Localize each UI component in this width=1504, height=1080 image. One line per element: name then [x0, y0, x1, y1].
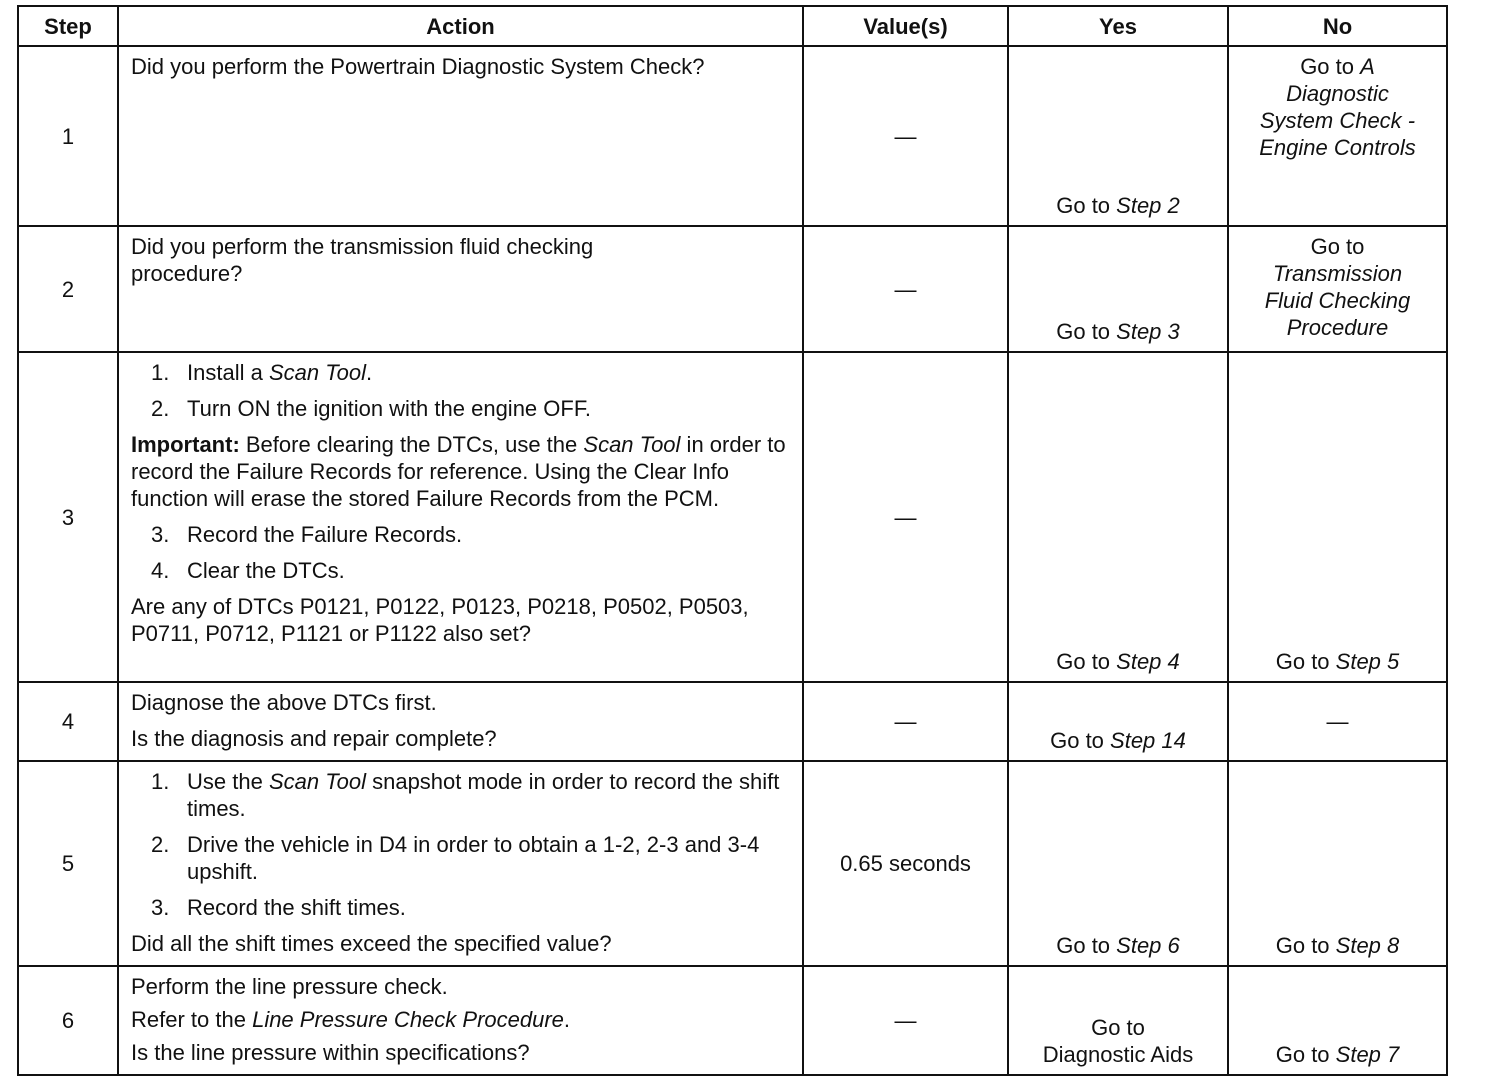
question-text: Is the line pressure within specifications?	[131, 1040, 530, 1065]
step-number: 3	[18, 352, 118, 682]
action-text-line-1: Perform the line pressure check.	[131, 974, 448, 999]
step-number: 6	[18, 966, 118, 1075]
header-action: Action	[118, 6, 803, 46]
no-cell	[1228, 966, 1447, 1075]
step-number: 2	[18, 226, 118, 352]
list-number: 1.	[151, 769, 170, 794]
no-prefix: Go to	[1310, 234, 1365, 259]
value-cell: —	[803, 46, 1008, 226]
no-step-link[interactable]: Step 5	[1335, 649, 1400, 674]
yes-step-link[interactable]: Step 14	[1110, 728, 1186, 753]
no-cell	[1228, 352, 1447, 682]
list-number: 3.	[151, 522, 170, 547]
list-number: 2.	[151, 396, 170, 421]
action-cell	[118, 46, 803, 226]
yes-prefix: Go to	[1056, 193, 1117, 218]
question-text: Are any of DTCs P0121, P0122, P0123, P0218, P0502, P0503, P0711, P0712, P1121 or P1122 also set?	[131, 594, 749, 646]
list-text: Turn ON the ignition with the engine OFF.	[187, 396, 591, 421]
list-item	[131, 768, 792, 822]
action-cell	[118, 966, 803, 1075]
list-text: Record the Failure Records.	[187, 522, 463, 547]
important-text: Before clearing the DTCs, use the	[239, 432, 584, 457]
yes-cell	[1008, 226, 1228, 352]
list-item	[131, 894, 792, 921]
no-link-part-4[interactable]: Engine Controls	[1259, 135, 1416, 160]
no-prefix: Go to	[1300, 54, 1361, 79]
no-prefix: Go to	[1275, 649, 1336, 674]
table-row-step-6	[18, 966, 1447, 1075]
action-text-line-2	[131, 1006, 792, 1033]
yes-cell	[1008, 46, 1228, 226]
procedure-link[interactable]: Line Pressure Check Procedure	[252, 1007, 564, 1032]
no-link-part-1[interactable]: Transmission	[1272, 261, 1403, 286]
table-row-step-3	[18, 352, 1447, 682]
list-item	[131, 395, 792, 422]
yes-step-link[interactable]: Step 4	[1116, 649, 1180, 674]
action-cell	[118, 352, 803, 682]
list-item	[131, 557, 792, 584]
header-values: Value(s)	[803, 6, 1008, 46]
step-number: 5	[18, 761, 118, 966]
diagnostic-aids-link[interactable]: Diagnostic Aids	[1042, 1042, 1194, 1067]
table-row-step-4	[18, 682, 1447, 761]
list-text: Clear the DTCs.	[187, 558, 345, 583]
list-number: 2.	[151, 832, 170, 857]
header-yes: Yes	[1008, 6, 1228, 46]
yes-prefix: Go to	[1056, 319, 1117, 344]
yes-step-link[interactable]: Step 3	[1116, 319, 1180, 344]
list-text: Drive the vehicle in D4 in order to obtain a 1-2, 2-3 and 3-4 upshift.	[187, 832, 760, 884]
important-label: Important:	[131, 432, 240, 457]
no-link-part-2[interactable]: Diagnostic	[1286, 81, 1389, 106]
action-text-line-1: Diagnose the above DTCs first.	[131, 690, 437, 715]
refer-text-end: .	[563, 1007, 571, 1032]
value-cell: —	[803, 352, 1008, 682]
list-text-end: .	[365, 360, 373, 385]
no-link-part-2[interactable]: Fluid Checking	[1264, 288, 1411, 313]
table-row-step-1	[18, 46, 1447, 226]
table-row-step-5	[18, 761, 1447, 966]
value-cell: —	[803, 226, 1008, 352]
no-step-link[interactable]: Step 7	[1335, 1042, 1400, 1067]
question-text: Is the diagnosis and repair complete?	[131, 726, 497, 751]
yes-cell	[1008, 966, 1228, 1075]
list-number: 4.	[151, 558, 170, 583]
diagnostic-table	[17, 5, 1448, 1076]
important-note	[131, 431, 792, 512]
yes-cell	[1008, 352, 1228, 682]
list-text: Record the shift times.	[187, 895, 406, 920]
list-number: 3.	[151, 895, 170, 920]
no-prefix: Go to	[1275, 933, 1336, 958]
yes-step-link[interactable]: Step 6	[1116, 933, 1180, 958]
yes-cell	[1008, 682, 1228, 761]
action-cell	[118, 761, 803, 966]
scan-tool-ref: Scan Tool	[268, 769, 366, 794]
action-text: Did you perform the Powertrain Diagnostic System Check?	[131, 54, 705, 79]
yes-prefix: Go to	[1056, 649, 1117, 674]
action-cell	[118, 682, 803, 761]
header-step: Step	[18, 6, 118, 46]
scan-tool-ref: Scan Tool	[583, 432, 681, 457]
list-item	[131, 359, 792, 386]
question-text: Did all the shift times exceed the specified value?	[131, 931, 612, 956]
action-text-line-2: procedure?	[131, 261, 243, 286]
no-prefix: Go to	[1275, 1042, 1336, 1067]
step-number: 1	[18, 46, 118, 226]
important-text-end: in order to record the Failure Records for reference. Using the Clear Info function will erase the stored Failure Records from the PCM.	[131, 432, 786, 511]
list-text: Use the	[187, 769, 269, 794]
list-number: 1.	[151, 360, 170, 385]
no-step-link[interactable]: Step 8	[1335, 933, 1400, 958]
value-cell: —	[803, 966, 1008, 1075]
no-cell	[1228, 46, 1447, 226]
action-text-line-1: Did you perform the transmission fluid checking	[131, 234, 594, 259]
list-text-end: snapshot mode in order to record the shift times.	[187, 769, 780, 821]
header-row	[18, 6, 1447, 46]
no-cell: —	[1228, 682, 1447, 761]
header-no: No	[1228, 6, 1447, 46]
yes-prefix: Go to	[1056, 933, 1117, 958]
no-cell	[1228, 226, 1447, 352]
step-number: 4	[18, 682, 118, 761]
table-row-step-2	[18, 226, 1447, 352]
yes-prefix: Go to	[1050, 728, 1111, 753]
scan-tool-ref: Scan Tool	[268, 360, 366, 385]
list-item	[131, 521, 792, 548]
yes-prefix: Go to	[1091, 1015, 1145, 1040]
no-cell	[1228, 761, 1447, 966]
action-cell	[118, 226, 803, 352]
value-cell: 0.65 seconds	[803, 761, 1008, 966]
no-link-part-1[interactable]: A	[1360, 54, 1375, 79]
refer-text: Refer to the	[131, 1007, 253, 1032]
no-link-part-3[interactable]: System Check -	[1259, 108, 1416, 133]
yes-step-link[interactable]: Step 2	[1116, 193, 1180, 218]
list-item	[131, 831, 792, 885]
list-text: Install a	[187, 360, 269, 385]
yes-cell	[1008, 761, 1228, 966]
value-cell: —	[803, 682, 1008, 761]
no-link-part-3[interactable]: Procedure	[1286, 315, 1389, 340]
